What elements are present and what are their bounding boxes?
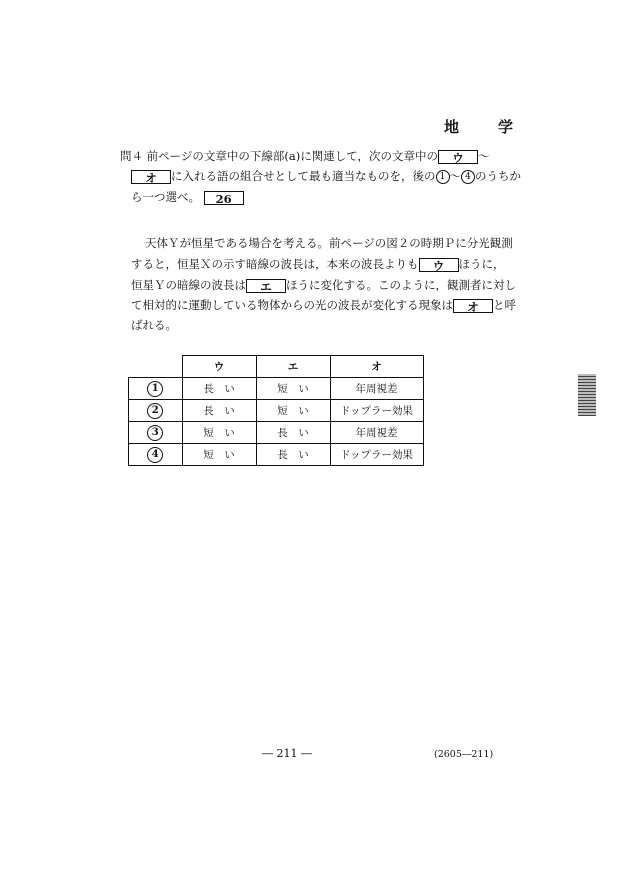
cell-o: 年周視差 [330, 378, 423, 400]
subject-title: 地 学 [444, 118, 526, 136]
passage-line-1: 天体Ｙが恒星である場合を考える。前ページの図２の時期Ｐに分光観測 [145, 236, 513, 250]
cell-o: ドップラー効果 [330, 444, 423, 466]
question-line-2 [131, 169, 521, 184]
circled-number: 3 [147, 425, 163, 441]
cell-u: 長 い [182, 378, 256, 400]
cell-e: 短 い [256, 400, 330, 422]
cell-e: 短 い [256, 378, 330, 400]
circled-number: 1 [436, 170, 450, 184]
passage-text: ほうに変化する。このように，観測者に対し [286, 278, 516, 292]
blank-o-box: オ [453, 299, 493, 313]
blank-u-box: ウ [438, 150, 478, 164]
question-text: のうちか [475, 169, 521, 183]
margin-index-tab [578, 374, 596, 416]
table-row [129, 444, 424, 466]
cell-u: 短 い [182, 444, 256, 466]
passage-line-3 [131, 278, 516, 293]
table-header-row [129, 356, 424, 378]
cell-o: 年周視差 [330, 422, 423, 444]
blank-e-box: エ [246, 279, 286, 293]
range-mark: ～ [449, 169, 461, 183]
passage-line-2 [131, 257, 505, 272]
row-number-cell [129, 422, 183, 444]
question-text: ら一つ選べ。 [131, 190, 200, 204]
row-number-cell [129, 400, 183, 422]
header-e: エ [256, 356, 330, 378]
passage-line-4 [131, 298, 516, 313]
table-row [129, 400, 424, 422]
passage-line-5: ばれる。 [131, 318, 177, 332]
circled-number: 1 [147, 381, 163, 397]
question-label: 問４ [120, 149, 143, 163]
passage-text: 恒星Ｙの暗線の波長は [131, 278, 246, 292]
passage-text: すると，恒星Ｘの示す暗線の波長は，本来の波長よりも [131, 257, 419, 271]
circled-number: 4 [461, 170, 475, 184]
row-number-cell [129, 444, 183, 466]
passage-text: て相対的に運動している物体からの光の波長が変化する現象は [131, 298, 453, 312]
header-u: ウ [182, 356, 256, 378]
cell-o: ドップラー効果 [330, 400, 423, 422]
blank-o-box: オ [131, 170, 171, 184]
question-line-1 [120, 149, 490, 164]
cell-u: 短 い [182, 422, 256, 444]
passage-text: と呼 [493, 298, 516, 312]
question-line-3 [131, 190, 244, 205]
header-o: オ [330, 356, 423, 378]
blank-u-box: ウ [419, 258, 459, 272]
circled-number: 4 [147, 447, 163, 463]
passage-text: ほうに， [458, 257, 505, 271]
cell-u: 長 い [182, 400, 256, 422]
tilde: ～ [478, 149, 490, 163]
page-code: (2605―211) [434, 749, 494, 760]
circled-number: 2 [147, 403, 163, 419]
cell-e: 長 い [256, 422, 330, 444]
choices-table [128, 355, 424, 466]
table-corner [129, 356, 183, 378]
page-number: ― 211 ― [262, 747, 312, 760]
question-text: に入れる語の組合せとして最も適当なものを，後の [171, 169, 436, 183]
table-row [129, 378, 424, 400]
row-number-cell [129, 378, 183, 400]
table-row [129, 422, 424, 444]
question-text: 前ページの文章中の下線部(a)に関連して，次の文章中の [146, 149, 439, 163]
answer-number-box: 26 [204, 191, 244, 205]
cell-e: 長 い [256, 444, 330, 466]
